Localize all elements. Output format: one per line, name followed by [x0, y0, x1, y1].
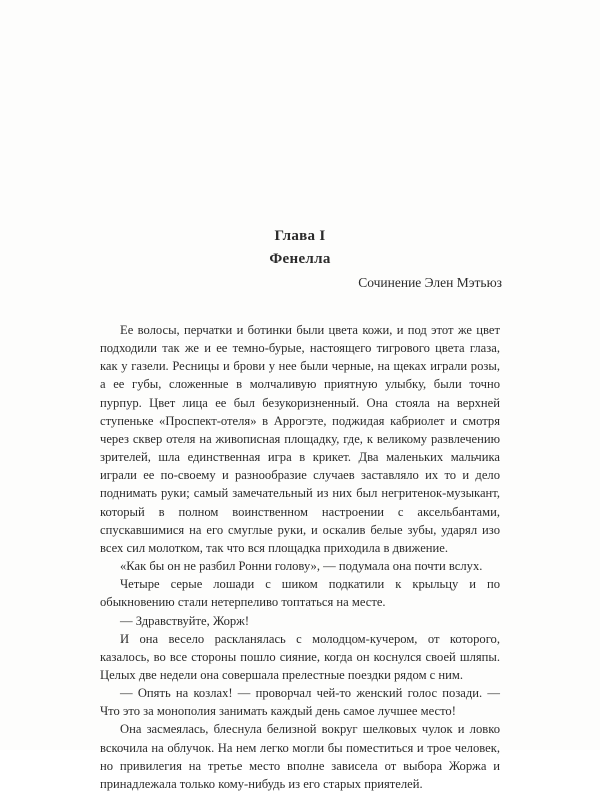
paragraph: — Здравствуйте, Жорж! — [120, 613, 250, 628]
chapter-body — [100, 321, 500, 793]
author-byline: Сочинение Элен Мэтьюз — [358, 275, 502, 290]
paragraph: И она весело раскланялась с молодцом-кучером, от которого, казалось, во все стороны пошло сияние, когда он коснулся своей шляпы. Целых две недели она совершала прелестные поездки рядом с ним. — [100, 631, 500, 682]
paragraph: Она засмеялась, блеснула белизной вокруг шелковых чулок и ловко вскочила на облучок. На нем легко могли бы поместиться и трое человек, но привилегия на третье место вполне зависела от выбора Жоржа и принадлежала только кому-нибудь из его старых приятелей. — [100, 722, 500, 791]
paragraph: «Как бы он не разбил Ронни голову», — подумала она почти вслух. — [120, 559, 483, 574]
chapter-subtitle: Фенелла — [269, 251, 331, 267]
paragraph: Четыре серые лошади с шиком подкатили к крыльцу и по обыкновению стали нетерпеливо топтаться на месте. — [100, 577, 500, 610]
chapter-title: Глава I — [274, 228, 326, 244]
paragraph: Ее волосы, перчатки и ботинки были цвета кожи, и под этот же цвет подходили так же и ее темно-бурые, настоящего тигрового цвета глаза, как у газели. Ресницы и брови у нее были черные, на щеках играли розы, а ее губы, сложенные в молчаливую приятную улыбку, были точно пурпур. Цвет лица ее был безукоризненный. Она стояла на верхней ступеньке «Проспект-отеля» в Аррогэте, поджидая кабриолет и смотря через сквер отеля на живописная площадку, где, к великому развлечению зрителей, шла единственная игра в крикет. Два маленьких мальчика играли ее по-своему и разнообразие случаев заставляло их то и дело поднимать руки; самый замечательный из них был негритенок-музыкант, который в полном воинственном настроении с аксельбантами, спускавшимися на его смуглые руки, и оскалив белые зубы, ударял изо всех сил молотком, так что вся площадка приходила в движение. — [100, 323, 500, 555]
paragraph: — Опять на козлах! — проворчал чей-то женский голос позади. — Что это за монополия занимать каждый день самое лучшее место! — [100, 686, 500, 719]
